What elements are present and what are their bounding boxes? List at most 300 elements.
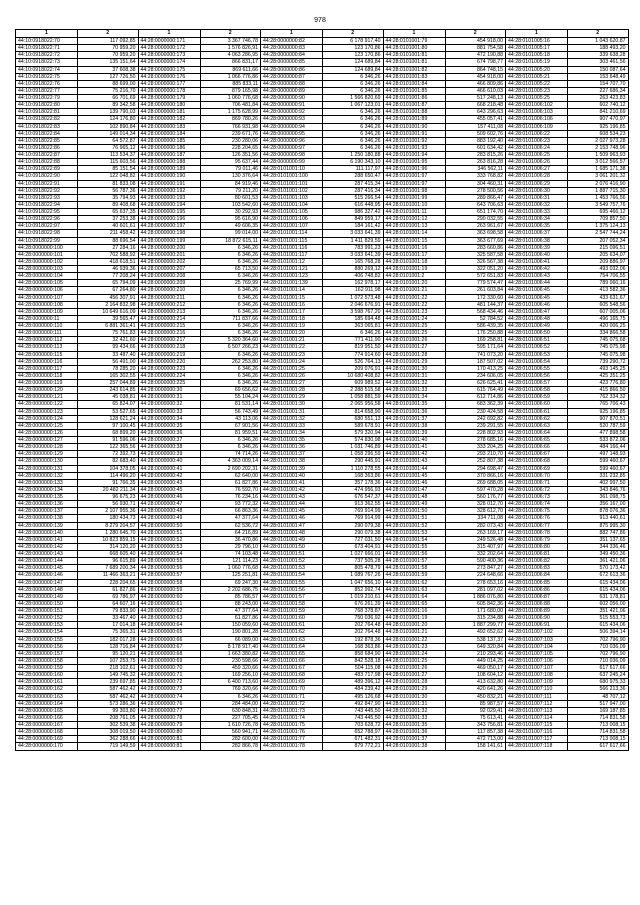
cadastral-number-cell: 44:28:0101006:44	[506, 280, 568, 287]
cadastral-number-cell: 44:28:0101006:89	[506, 608, 568, 615]
cadastral-number-cell: 44:28:0101001:61	[261, 622, 323, 629]
cadastral-value-cell: 263 816,28	[445, 159, 506, 166]
cadastral-value-cell: 315 234,88	[445, 615, 506, 622]
cadastral-value-cell: 228 204,65	[78, 579, 139, 586]
cadastral-number-cell: 44:28:0000000:82	[261, 38, 323, 45]
table-row	[16, 66, 629, 73]
cadastral-number-cell: 44:28:0101001:20	[383, 622, 445, 629]
cadastral-value-cell: 568 434,46	[445, 308, 506, 315]
column-header: 1	[16, 30, 78, 38]
cadastral-value-cell: 1 027 666,01	[323, 551, 384, 558]
cadastral-value-cell: 227 686,34	[568, 87, 629, 94]
cadastral-number-cell: 44:28:0000000:143	[16, 551, 78, 558]
cadastral-number-cell: 44:28:0101005:18	[506, 52, 568, 59]
cadastral-number-cell: 44:28:0101006:27	[506, 166, 568, 173]
cadastral-value-cell: 617 617,66	[568, 743, 629, 750]
cadastral-number-cell: 44:28:0101001:22	[383, 301, 445, 308]
cadastral-value-cell: 459 320,66	[200, 665, 261, 672]
table-row	[16, 209, 629, 216]
cadastral-value-cell: 344 336,46	[568, 543, 629, 550]
cadastral-value-cell: 208 761,05	[78, 714, 139, 721]
cadastral-number-cell: 44:28:0101007:103	[506, 636, 568, 643]
cadastral-value-cell: 765 706,43	[568, 401, 629, 408]
cadastral-value-cell: 695 466,12	[568, 209, 629, 216]
cadastral-value-cell: 346 562,11	[445, 166, 506, 173]
cadastral-number-cell: 44:28:0101001:96	[383, 166, 445, 173]
cadastral-number-cell: 44:28:0101006:42	[506, 266, 568, 273]
table-row	[16, 472, 629, 479]
cadastral-number-cell: 44:28:0000000:173	[138, 52, 200, 59]
cadastral-number-cell: 44:28:0000000:118	[16, 372, 78, 379]
cadastral-value-cell: 492 652,62	[445, 629, 506, 636]
cadastral-number-cell: 44:28:0000000:31	[138, 394, 200, 401]
cadastral-number-cell: 44:28:0000000:152	[16, 615, 78, 622]
cadastral-number-cell: 44:28:0101006:77	[506, 522, 568, 529]
cadastral-number-cell: 44:10:0918022:88	[16, 159, 78, 166]
cadastral-number-cell: 44:28:0101001:19	[383, 615, 445, 622]
cadastral-value-cell: 69 247,30	[200, 579, 261, 586]
cadastral-number-cell: 44:28:0101001:32	[383, 707, 445, 714]
cadastral-value-cell: 878 076,36	[568, 508, 629, 515]
cadastral-number-cell: 44:28:0000000:192	[138, 187, 200, 194]
cadastral-value-cell: 43 113,06	[200, 415, 261, 422]
cadastral-number-cell: 44:28:0101001:88	[383, 109, 445, 116]
cadastral-value-cell: 433 631,67	[568, 294, 629, 301]
cadastral-number-cell: 44:28:0101001:94	[383, 152, 445, 159]
cadastral-number-cell: 44:10:0918022:94	[16, 201, 78, 208]
cadastral-number-cell: 44:28:0000000:217	[138, 337, 200, 344]
cadastral-value-cell: 349 450,36	[568, 551, 629, 558]
cadastral-value-cell: 97 100,45	[78, 422, 139, 429]
cadastral-number-cell: 44:28:0101001:43	[261, 494, 323, 501]
cadastral-number-cell: 44:28:0101001:15	[383, 237, 445, 244]
cadastral-value-cell: 8 279 204,57	[78, 522, 139, 529]
cadastral-value-cell: 263 961,67	[445, 223, 506, 230]
cadastral-value-cell: 2 046 676,91	[323, 301, 384, 308]
cadastral-number-cell: 44:28:0000000:160	[16, 672, 78, 679]
cadastral-number-cell: 44:28:0000000:67	[138, 643, 200, 650]
table-row	[16, 73, 629, 80]
cadastral-number-cell: 44:28:0000000:39	[138, 451, 200, 458]
cadastral-number-cell: 44:28:0000000:57	[138, 572, 200, 579]
cadastral-value-cell: 1 043 620,87	[568, 38, 629, 45]
cadastral-number-cell: 44:28:0000000:105	[16, 280, 78, 287]
cadastral-number-cell: 44:28:0101001:117	[261, 251, 323, 258]
cadastral-value-cell: 520 787,59	[568, 422, 629, 429]
cadastral-value-cell: 913 362,55	[323, 501, 384, 508]
table-row	[16, 686, 629, 693]
cadastral-number-cell: 44:28:0101001:59	[261, 608, 323, 615]
cadastral-number-cell: 44:28:0000000:108	[16, 301, 78, 308]
cadastral-value-cell: 608 534,23	[568, 130, 629, 137]
cadastral-value-cell: 127 726,50	[78, 73, 139, 80]
cadastral-value-cell: 643 296,63	[445, 109, 506, 116]
cadastral-number-cell: 44:28:0101007:106	[506, 657, 568, 664]
table-row	[16, 102, 629, 109]
cadastral-number-cell: 44:28:0000000:186	[138, 144, 200, 151]
cadastral-value-cell: 75 365,31	[78, 629, 139, 636]
cadastral-value-cell: 79 011,46	[200, 166, 261, 173]
cadastral-number-cell: 44:28:0000000:119	[16, 380, 78, 387]
cadastral-number-cell: 44:28:0101001:26	[383, 337, 445, 344]
cadastral-value-cell: 185 694,48	[323, 315, 384, 322]
cadastral-value-cell: 169 256,10	[200, 672, 261, 679]
cadastral-number-cell: 44:10:0918022:84	[16, 130, 78, 137]
table-row	[16, 173, 629, 180]
cadastral-number-cell: 44:28:0101001:14	[383, 230, 445, 237]
cadastral-number-cell: 44:28:0000000:181	[138, 109, 200, 116]
table-row	[16, 615, 629, 622]
cadastral-value-cell: 78 285,20	[78, 365, 139, 372]
cadastral-number-cell: 44:28:0101001:53	[261, 565, 323, 572]
table-row	[16, 736, 629, 743]
cadastral-number-cell: 44:28:0000000:180	[138, 102, 200, 109]
cadastral-number-cell: 44:28:0101001:53	[383, 529, 445, 536]
cadastral-number-cell: 44:28:0101001:26	[261, 372, 323, 379]
cadastral-number-cell: 44:28:0101001:24	[383, 650, 445, 657]
table-row	[16, 508, 629, 515]
cadastral-number-cell: 44:28:0000000:154	[16, 629, 78, 636]
cadastral-value-cell: 418 618,51	[78, 258, 139, 265]
cadastral-number-cell: 44:28:0101006:46	[506, 301, 568, 308]
cadastral-number-cell: 44:28:0101001:123	[261, 273, 323, 280]
table-row	[16, 714, 629, 721]
cadastral-value-cell: 509 602,76	[445, 130, 506, 137]
table-row	[16, 38, 629, 45]
column-header: 2	[323, 30, 384, 38]
cadastral-value-cell: 819 951,50	[323, 344, 384, 351]
cadastral-value-cell: 6 178 917,40	[323, 38, 384, 45]
cadastral-value-cell: 769 914,99	[323, 515, 384, 522]
cadastral-value-cell: 3 012 566,57	[568, 159, 629, 166]
cadastral-value-cell: 252 807,38	[445, 458, 506, 465]
cadastral-value-cell: 239 697,85	[78, 679, 139, 686]
table-row	[16, 372, 629, 379]
cadastral-number-cell: 44:28:0000000:224	[138, 372, 200, 379]
cadastral-number-cell: 44:28:0000000:96	[261, 137, 323, 144]
cadastral-value-cell: 27 284,16	[78, 244, 139, 251]
cadastral-number-cell: 44:28:0101001:50	[261, 543, 323, 550]
cadastral-value-cell: 454 918,00	[445, 73, 506, 80]
cadastral-value-cell: 472 713,00	[445, 736, 506, 743]
cadastral-value-cell: 6 346,26	[200, 301, 261, 308]
cadastral-number-cell: 44:28:0000000:43	[138, 479, 200, 486]
cadastral-number-cell: 44:10:0918022:80	[16, 102, 78, 109]
cadastral-number-cell: 44:28:0000000:155	[16, 636, 78, 643]
cadastral-value-cell: 842 528,18	[323, 657, 384, 664]
cadastral-value-cell: 242 692,82	[445, 415, 506, 422]
cadastral-value-cell: 6 346,26	[323, 144, 384, 151]
cadastral-value-cell: 64 216,89	[200, 529, 261, 536]
cadastral-number-cell: 44:28:0101001:21	[383, 287, 445, 294]
cadastral-value-cell: 80 601,53	[200, 194, 261, 201]
cadastral-number-cell: 44:28:0101006:76	[506, 515, 568, 522]
cadastral-value-cell: 769 320,66	[200, 686, 261, 693]
cadastral-value-cell: 472 190,88	[445, 52, 506, 59]
cadastral-number-cell: 44:28:0000000:106	[16, 287, 78, 294]
column-header: 1	[506, 30, 568, 38]
cadastral-value-cell: 343 846,76	[568, 486, 629, 493]
cadastral-value-cell: 805 478,79	[323, 565, 384, 572]
cadastral-number-cell: 44:28:0101001:43	[383, 458, 445, 465]
cadastral-value-cell: 230 280,06	[200, 137, 261, 144]
cadastral-value-cell: 104 378,05	[78, 465, 139, 472]
cadastral-number-cell: 44:28:0101006:61	[506, 408, 568, 415]
cadastral-number-cell: 44:28:0101001:85	[383, 87, 445, 94]
cadastral-value-cell: 171 680,00	[445, 608, 506, 615]
cadastral-number-cell: 44:28:0000000:140	[16, 529, 78, 536]
cadastral-value-cell: 579 320,94	[323, 429, 384, 436]
cadastral-value-cell: 47 377,64	[200, 515, 261, 522]
cadastral-number-cell: 44:28:0000000:148	[16, 586, 78, 593]
cadastral-value-cell: 283 815,26	[445, 152, 506, 159]
cadastral-number-cell: 44:28:0101006:79	[506, 536, 568, 543]
cadastral-value-cell: 6 346,26	[200, 372, 261, 379]
table-row	[16, 280, 629, 287]
cadastral-value-cell: 743 445,50	[323, 707, 384, 714]
cadastral-number-cell: 44:28:0101006:47	[506, 308, 568, 315]
cadastral-value-cell: 615 434,06	[568, 586, 629, 593]
table-row	[16, 529, 629, 536]
cadastral-number-cell: 44:28:0000000:40	[138, 458, 200, 465]
cadastral-number-cell: 44:28:0101001:139	[261, 280, 323, 287]
cadastral-value-cell: 230 598,66	[200, 657, 261, 664]
cadastral-value-cell: 869 780,26	[200, 116, 261, 123]
cadastral-number-cell: 44:28:0101001:23	[261, 351, 323, 358]
cadastral-number-cell: 44:28:0000000:139	[16, 522, 78, 529]
cadastral-number-cell: 44:28:0000000:200	[138, 244, 200, 251]
cadastral-number-cell: 44:28:0101006:54	[506, 358, 568, 365]
cadastral-number-cell: 44:28:0101006:103	[506, 109, 568, 116]
cadastral-value-cell: 607 005,06	[568, 308, 629, 315]
cadastral-number-cell: 44:28:0000000:201	[138, 251, 200, 258]
table-row	[16, 137, 629, 144]
cadastral-number-cell: 44:10:0918022:93	[16, 194, 78, 201]
table-row	[16, 287, 629, 294]
cadastral-value-cell: 84 919,46	[200, 180, 261, 187]
cadastral-value-cell: 454 918,00	[445, 38, 506, 45]
cadastral-number-cell: 44:28:0000000:177	[138, 80, 200, 87]
cadastral-number-cell: 44:10:0918022:87	[16, 152, 78, 159]
cadastral-number-cell: 44:10:0918022:74	[16, 66, 78, 73]
table-row	[16, 458, 629, 465]
cadastral-number-cell: 44:28:0000000:133	[16, 479, 78, 486]
cadastral-number-cell: 44:28:0101006:91	[506, 622, 568, 629]
table-row	[16, 722, 629, 729]
cadastral-value-cell: 149 745,32	[78, 672, 139, 679]
cadastral-value-cell: 39 565,47	[78, 315, 139, 322]
cadastral-value-cell: 370 866,16	[445, 472, 506, 479]
table-row	[16, 608, 629, 615]
cadastral-number-cell: 44:28:0101001:65	[261, 650, 323, 657]
cadastral-number-cell: 44:28:0000000:116	[16, 358, 78, 365]
cadastral-value-cell: 574 830,98	[323, 437, 384, 444]
cadastral-number-cell: 44:28:0101005:19	[506, 59, 568, 66]
cadastral-number-cell: 44:28:0000000:112	[16, 337, 78, 344]
cadastral-value-cell: 169 187,85	[568, 707, 629, 714]
cadastral-number-cell: 44:28:0101006:81	[506, 551, 568, 558]
cadastral-number-cell: 44:28:0000000:49	[138, 515, 200, 522]
cadastral-number-cell: 44:10:0918022:95	[16, 209, 78, 216]
table-row	[16, 315, 629, 322]
table-row	[16, 187, 629, 194]
cadastral-value-cell: 560 176,77	[445, 494, 506, 501]
cadastral-number-cell: 44:28:0101001:82	[383, 66, 445, 73]
cadastral-number-cell: 44:28:0000000:208	[138, 273, 200, 280]
cadastral-number-cell: 44:28:0000000:60	[138, 593, 200, 600]
cadastral-value-cell: 30 292,93	[200, 209, 261, 216]
cadastral-value-cell: 182 017,28	[78, 636, 139, 643]
column-header: 2	[200, 30, 261, 38]
cadastral-value-cell: 1 060 776,68	[200, 565, 261, 572]
cadastral-value-cell: 67 264,80	[78, 287, 139, 294]
cadastral-value-cell: 766 931,98	[200, 123, 261, 130]
cadastral-value-cell: 420 641,26	[445, 686, 506, 693]
cadastral-value-cell: 1 566 820,69	[323, 95, 384, 102]
table-row	[16, 629, 629, 636]
cadastral-value-cell: 6 346,26	[323, 130, 384, 137]
cadastral-number-cell: 44:28:0101006:28	[506, 173, 568, 180]
cadastral-value-cell: 864 748,15	[445, 66, 506, 73]
cadastral-number-cell: 44:28:0101001:46	[383, 479, 445, 486]
cadastral-number-cell: 44:28:0101001:90	[383, 123, 445, 130]
cadastral-value-cell: 605 548,56	[568, 301, 629, 308]
cadastral-value-cell: 99 434,66	[78, 344, 139, 351]
cadastral-value-cell: 282 866,78	[200, 743, 261, 750]
cadastral-value-cell: 6 346,26	[200, 365, 261, 372]
cadastral-value-cell: 1 250 180,88	[323, 152, 384, 159]
cadastral-value-cell: 1 110 278,55	[323, 465, 384, 472]
cadastral-number-cell: 44:28:0101001:42	[383, 451, 445, 458]
table-row	[16, 387, 629, 394]
cadastral-number-cell: 44:28:0101001:21	[261, 337, 323, 344]
cadastral-value-cell: 290 079,38	[323, 529, 384, 536]
table-row	[16, 586, 629, 593]
cadastral-number-cell: 44:28:0101006:102	[506, 102, 568, 109]
cadastral-value-cell: 76 965,12	[78, 144, 139, 151]
cadastral-number-cell: 44:28:0101007:104	[506, 643, 568, 650]
cadastral-value-cell: 263 169,17	[445, 529, 506, 536]
table-row	[16, 401, 629, 408]
cadastral-value-cell: 308 019,50	[78, 729, 139, 736]
cadastral-value-cell: 107 253,75	[78, 657, 139, 664]
cadastral-number-cell: 44:28:0000000:128	[16, 444, 78, 451]
cadastral-value-cell: 96 615,89	[78, 558, 139, 565]
cadastral-number-cell: 44:10:0918022:90	[16, 173, 78, 180]
cadastral-number-cell: 44:28:0000000:123	[16, 408, 78, 415]
cadastral-number-cell: 44:28:0000000:120	[16, 387, 78, 394]
cadastral-value-cell: 2 076 416,90	[568, 180, 629, 187]
cadastral-value-cell: 587 462,42	[78, 686, 139, 693]
cadastral-value-cell: 489 396,12	[323, 679, 384, 686]
cadastral-number-cell: 44:10:0918022:81	[16, 109, 78, 116]
cadastral-number-cell: 44:28:0000000:115	[16, 351, 78, 358]
cadastral-value-cell: 125 251,81	[200, 572, 261, 579]
cadastral-value-cell: 643 706,63	[445, 201, 506, 208]
cadastral-number-cell: 44:28:0101007:105	[506, 650, 568, 657]
cadastral-number-cell: 44:28:0000000:131	[16, 465, 78, 472]
cadastral-value-cell: 66 863,36	[200, 508, 261, 515]
cadastral-number-cell: 44:28:0101001:33	[383, 714, 445, 721]
cadastral-value-cell: 190 801,28	[200, 629, 261, 636]
cadastral-value-cell: 184 161,42	[323, 223, 384, 230]
cadastral-value-cell: 1 887 299,77	[445, 622, 506, 629]
cadastral-number-cell: 44:28:0000000:145	[16, 565, 78, 572]
cadastral-number-cell: 44:28:0101005:17	[506, 45, 568, 52]
cadastral-value-cell: 6 346,26	[323, 73, 384, 80]
cadastral-value-cell: 262 253,80	[200, 358, 261, 365]
cadastral-value-cell: 239 671,76	[200, 130, 261, 137]
table-row	[16, 679, 629, 686]
cadastral-value-cell: 249 526,48	[445, 536, 506, 543]
cadastral-number-cell: 44:28:0101001:100	[261, 173, 323, 180]
cadastral-value-cell: 6 346,26	[200, 693, 261, 700]
cadastral-value-cell: 334 866,58	[568, 330, 629, 337]
cadastral-value-cell: 1 089 767,26	[323, 572, 384, 579]
cadastral-value-cell: 1 610 726,78	[200, 722, 261, 729]
cadastral-value-cell: 676 547,37	[323, 494, 384, 501]
cadastral-number-cell: 44:28:0101001:32	[261, 415, 323, 422]
table-row	[16, 551, 629, 558]
cadastral-value-cell: 6 346,26	[323, 116, 384, 123]
cadastral-number-cell: 44:28:0101006:56	[506, 372, 568, 379]
column-header: 1	[383, 30, 445, 38]
cadastral-value-cell: 6 190 343,10	[323, 159, 384, 166]
cadastral-value-cell: 124 689,84	[323, 59, 384, 66]
cadastral-number-cell: 44:28:0000000:72	[138, 679, 200, 686]
cadastral-number-cell: 44:28:0101001:48	[383, 494, 445, 501]
cadastral-number-cell: 44:28:0000000:36	[138, 429, 200, 436]
cadastral-value-cell: 925 196,85	[568, 123, 629, 130]
cadastral-value-cell: 165 768,28	[323, 258, 384, 265]
cadastral-number-cell: 44:28:0000000:81	[138, 743, 200, 750]
table-row	[16, 194, 629, 201]
cadastral-value-cell: 615 764,49	[445, 387, 506, 394]
cadastral-number-cell: 44:28:0101006:64	[506, 429, 568, 436]
cadastral-value-cell: 333 768,82	[445, 173, 506, 180]
cadastral-value-cell: 162 978,17	[323, 280, 384, 287]
cadastral-number-cell: 44:28:0101001:34	[383, 394, 445, 401]
cadastral-value-cell: 3 367 746,78	[200, 38, 261, 45]
cadastral-value-cell: 1 576 826,91	[200, 45, 261, 52]
cadastral-number-cell: 44:28:0101005:22	[506, 80, 568, 87]
cadastral-value-cell: 289 866,47	[445, 194, 506, 201]
cadastral-value-cell: 595 171,64	[445, 344, 506, 351]
cadastral-value-cell: 154 707,70	[568, 80, 629, 87]
cadastral-number-cell: 44:28:0101001:76	[261, 729, 323, 736]
cadastral-number-cell: 44:28:0101001:62	[261, 629, 323, 636]
cadastral-number-cell: 44:10:0918022:75	[16, 73, 78, 80]
cadastral-value-cell: 33 487,40	[78, 351, 139, 358]
cadastral-number-cell: 44:28:0101001:36	[261, 444, 323, 451]
cadastral-value-cell: 126 351,56	[200, 152, 261, 159]
cadastral-number-cell: 44:28:0000000:195	[138, 209, 200, 216]
cadastral-number-cell: 44:28:0000000:223	[138, 365, 200, 372]
cadastral-value-cell: 2 065 956,58	[323, 401, 384, 408]
cadastral-number-cell: 44:28:0101001:103	[261, 194, 323, 201]
cadastral-value-cell: 631 178,81	[568, 593, 629, 600]
cadastral-value-cell: 65 637,35	[78, 209, 139, 216]
cadastral-number-cell: 44:28:0101001:38	[383, 422, 445, 429]
cadastral-value-cell: 40 601,61	[78, 223, 139, 230]
cadastral-number-cell: 44:28:0000000:190	[138, 173, 200, 180]
cadastral-value-cell: 714 831,58	[568, 729, 629, 736]
cadastral-value-cell: 6 346,26	[323, 137, 384, 144]
cadastral-number-cell: 44:28:0101001:29	[383, 358, 445, 365]
cadastral-value-cell: 573 286,36	[78, 700, 139, 707]
cadastral-number-cell: 44:28:0000000:144	[16, 558, 78, 565]
cadastral-value-cell: 49 606,35	[200, 223, 261, 230]
